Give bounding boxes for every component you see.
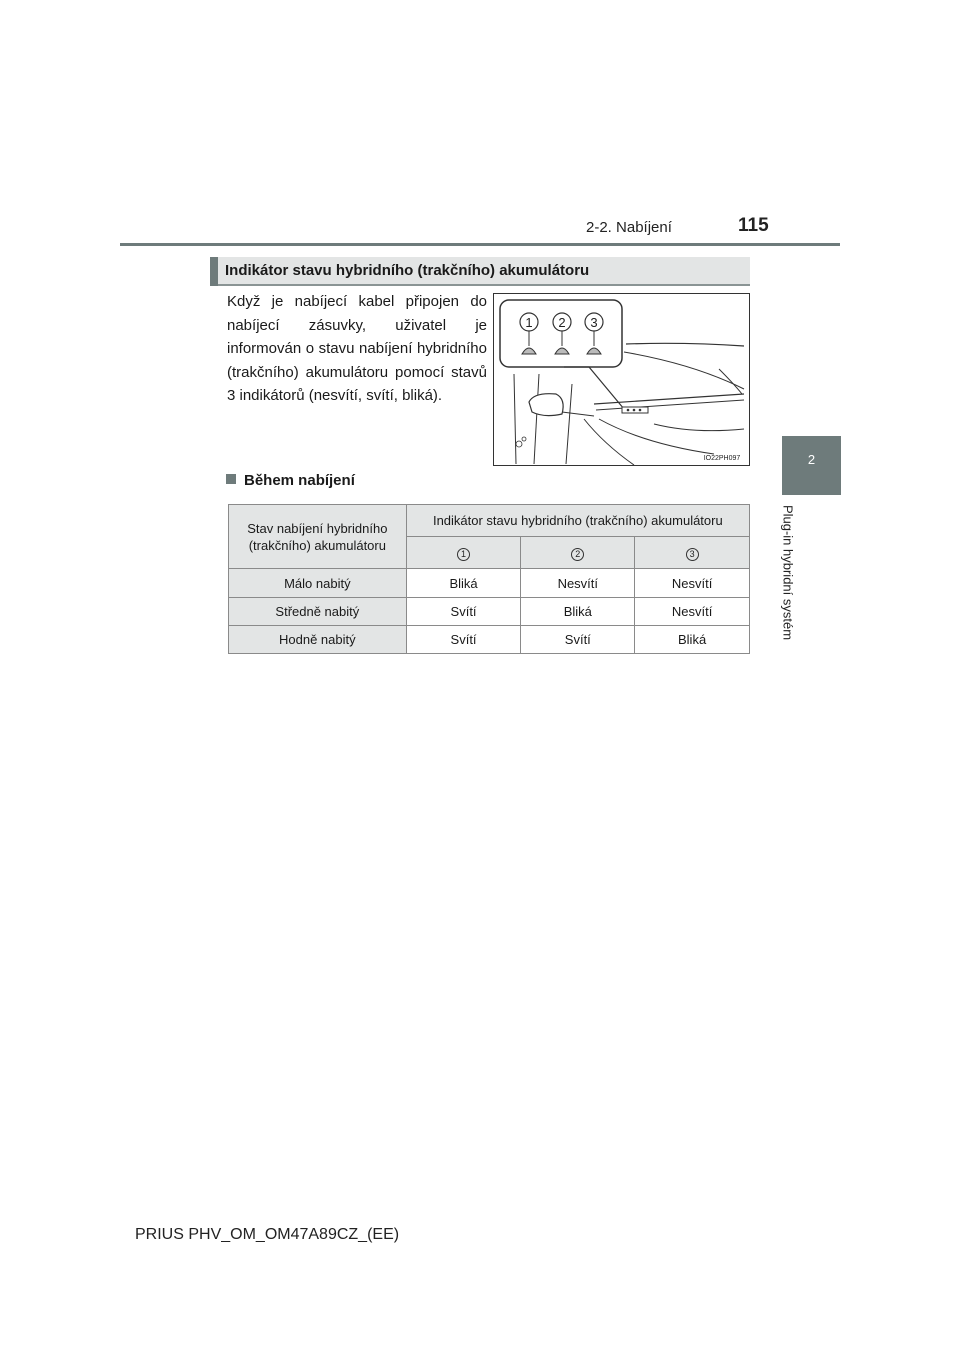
circled-number-2-icon: 2 xyxy=(571,548,584,561)
row-label: Málo nabitý xyxy=(229,569,407,598)
subsection-heading xyxy=(226,472,355,489)
row-label: Středně nabitý xyxy=(229,598,407,626)
row-label: Hodně nabitý xyxy=(229,626,407,654)
indicator-2-number: 2 xyxy=(558,315,566,330)
table-header-state: Stav nabíjení hybridního (trakčního) akumulátoru xyxy=(229,505,407,569)
circled-number-1-icon: 1 xyxy=(457,548,470,561)
square-bullet-icon xyxy=(226,474,236,484)
table-row xyxy=(229,598,750,626)
circled-number-3-icon: 3 xyxy=(686,548,699,561)
table-cell: Bliká xyxy=(521,598,635,626)
section-heading-accent xyxy=(210,257,218,286)
table-header-indicator-3 xyxy=(635,537,750,569)
table-cell: Nesvítí xyxy=(635,569,750,598)
chapter-tab-number: 2 xyxy=(807,452,816,467)
chapter-title-vertical: Plug-in hybridní systém xyxy=(780,504,796,641)
table-cell: Svítí xyxy=(521,626,635,654)
dashboard-drawing xyxy=(494,294,749,465)
section-title: Indikátor stavu hybridního (trakčního) akumulátoru xyxy=(225,262,590,279)
table-cell: Svítí xyxy=(406,598,521,626)
indicator-1-number: 1 xyxy=(525,315,533,330)
document-code: PRIUS PHV_OM_OM47A89CZ_(EE) xyxy=(135,1226,400,1243)
table-row xyxy=(229,569,750,598)
table-cell: Svítí xyxy=(406,626,521,654)
charge-indicator-illustration xyxy=(493,293,750,466)
illustration-code: IO22PH097 xyxy=(703,455,741,462)
table-cell: Bliká xyxy=(635,626,750,654)
table-header-indicator-2 xyxy=(521,537,635,569)
table-cell: Nesvítí xyxy=(521,569,635,598)
header-section-title: 2-2. Nabíjení xyxy=(586,219,672,236)
indicator-3-number: 3 xyxy=(590,315,598,330)
table-row xyxy=(229,626,750,654)
table-cell: Nesvítí xyxy=(635,598,750,626)
section-body-text: Když je nabíjecí kabel připojen do nabíjecí zásuvky, uživatel je informován o stavu nabíjení hybridního (trakčního) akumulátoru pomocí stavů 3 indikátorů (nesvítí, svítí, bliká). xyxy=(227,293,487,404)
table-header-indicator-1 xyxy=(406,537,521,569)
subsection-title: Během nabíjení xyxy=(244,472,355,489)
table-cell: Bliká xyxy=(406,569,521,598)
table-header-indicator: Indikátor stavu hybridního (trakčního) akumulátoru xyxy=(406,505,749,537)
page-number: 115 xyxy=(738,215,769,236)
header-divider xyxy=(120,243,840,246)
charge-status-table xyxy=(228,504,750,654)
